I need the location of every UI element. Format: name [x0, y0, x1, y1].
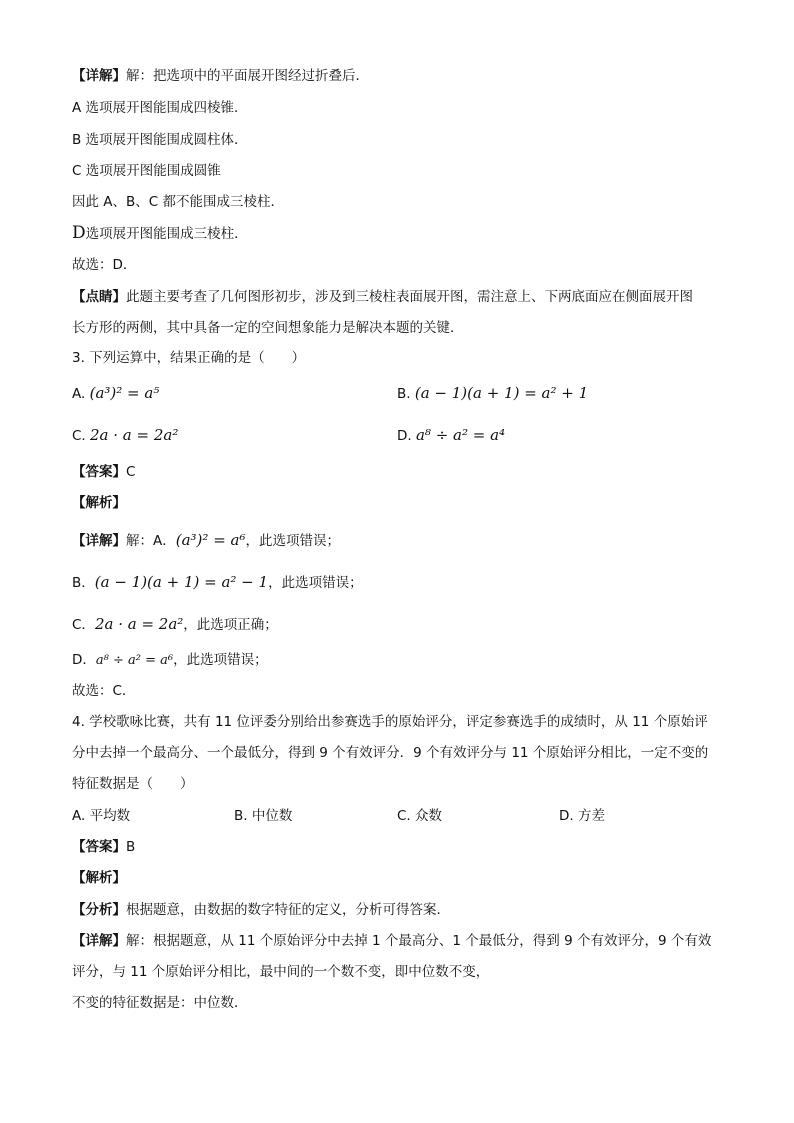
comment-text: 此题主要考查了几何图形初步，涉及到三棱柱表面展开图，需注意上、下两底面应在侧面展开图 — [126, 289, 693, 305]
q3-detail-a — [72, 530, 340, 551]
q3-option-b — [397, 383, 588, 404]
detail-b-prefix: B． — [72, 575, 95, 591]
q3-detail-b — [72, 572, 363, 593]
comment-line-1 — [72, 287, 693, 307]
option-d-letter: D — [72, 223, 86, 243]
answer-value: B — [126, 839, 136, 855]
answer-value: C — [126, 464, 136, 480]
q3-option-c — [72, 425, 178, 446]
q3-option-b-label: B. — [397, 386, 411, 402]
q4-detail-line-3: 不变的特征数据是：中位数． — [72, 995, 248, 1011]
q3-conclusion: 故选：C． — [72, 683, 136, 699]
detail-a-math: (a³)² = a⁶ — [175, 531, 246, 549]
q3-answer — [72, 462, 135, 482]
answer-label: 【答案】 — [72, 464, 126, 480]
option-d-explain — [72, 223, 248, 244]
q4-option-b: B. 中位数 — [234, 808, 293, 824]
detail-c-prefix: C． — [72, 617, 95, 633]
q4-option-c: C. 众数 — [397, 808, 443, 824]
detail-label: 【详解】 — [72, 533, 126, 549]
q3-option-a-math: (a³)² = a⁵ — [89, 384, 160, 402]
q3-option-c-math: 2a · a = 2a² — [90, 426, 179, 444]
q3-stem: 3. 下列运算中，结果正确的是（ ） — [72, 350, 306, 366]
q3-option-b-math: (a − 1)(a + 1) = a² + 1 — [414, 384, 589, 402]
q3-option-a — [72, 383, 159, 404]
summary-line: 因此 A、B、C 都不能围成三棱柱． — [72, 194, 285, 210]
detail-label: 【详解】 — [72, 68, 126, 84]
q4-fenxi — [72, 900, 450, 920]
q4-detail-line-1 — [72, 931, 711, 951]
analysis-label: 【解析】 — [72, 495, 126, 511]
q3-analysis-label — [72, 493, 126, 513]
q3-detail-d — [72, 650, 268, 671]
detail-c-tail: ，此选项正确； — [183, 617, 278, 633]
q4-stem-line-1: 4. 学校歌咏比赛，共有 11 位评委分别给出参赛选手的原始评分，评定参赛选手的成绩时，从 11 个原始评 — [72, 714, 708, 730]
option-d-text: 选项展开图能围成三棱柱． — [85, 226, 248, 242]
detail-line — [72, 66, 369, 86]
q4-option-a: A. 平均数 — [72, 808, 131, 824]
detail-text-1: 解：根据题意，从 11 个原始评分中去掉 1 个最高分、1 个最低分，得到 9 个有效评分，9 个有效 — [126, 933, 712, 949]
q3-option-d-label: D. — [397, 428, 412, 444]
q4-stem-line-2: 分中去掉一个最高分、一个最低分，得到 9 个有效评分．9 个有效评分与 11 个原始评分相比，一定不变的 — [72, 745, 709, 761]
detail-d-math: a⁸ ÷ a² = a⁶ — [95, 653, 174, 668]
fenxi-label: 【分析】 — [72, 902, 126, 918]
detail-label: 【详解】 — [72, 933, 126, 949]
option-a-explain: A 选项展开图能围成四棱锥． — [72, 100, 248, 116]
answer-label: 【答案】 — [72, 839, 126, 855]
detail-d-tail: ，此选项错误； — [173, 652, 268, 668]
q3-detail-c — [72, 614, 278, 635]
q4-answer — [72, 837, 135, 857]
q3-option-d-math: a⁸ ÷ a² = a⁴ — [415, 426, 506, 444]
analysis-label: 【解析】 — [72, 870, 126, 886]
detail-prefix: 解：A． — [126, 533, 176, 549]
q3-option-a-label: A. — [72, 386, 86, 402]
option-b-explain: B 选项展开图能围成圆柱体． — [72, 132, 248, 148]
q3-option-d — [397, 425, 505, 446]
fenxi-text: 根据题意，由数据的数字特征的定义，分析可得答案． — [126, 902, 450, 918]
q3-option-c-label: C. — [72, 428, 86, 444]
detail-b-math: (a − 1)(a + 1) = a² − 1 — [94, 573, 269, 591]
q4-option-d: D. 方差 — [559, 808, 605, 824]
comment-label: 【点睛】 — [72, 289, 126, 305]
comment-line-2: 长方形的两侧，其中具备一定的空间想象能力是解决本题的关键． — [72, 320, 464, 336]
q4-stem-line-3: 特征数据是（ ） — [72, 776, 194, 792]
detail-b-tail: ，此选项错误； — [268, 575, 363, 591]
detail-c-math: 2a · a = 2a² — [94, 615, 184, 633]
option-c-explain: C 选项展开图能围成圆锥 — [72, 163, 221, 179]
q4-analysis-label — [72, 868, 126, 888]
detail-a-tail: ，此选项错误； — [245, 533, 340, 549]
choice-line: 故选：D． — [72, 257, 137, 273]
detail-text: 解：把选项中的平面展开图经过折叠后． — [126, 68, 369, 84]
detail-d-prefix: D． — [72, 652, 96, 668]
q4-detail-line-2: 评分，与 11 个原始评分相比，最中间的一个数不变，即中位数不变， — [72, 964, 490, 980]
